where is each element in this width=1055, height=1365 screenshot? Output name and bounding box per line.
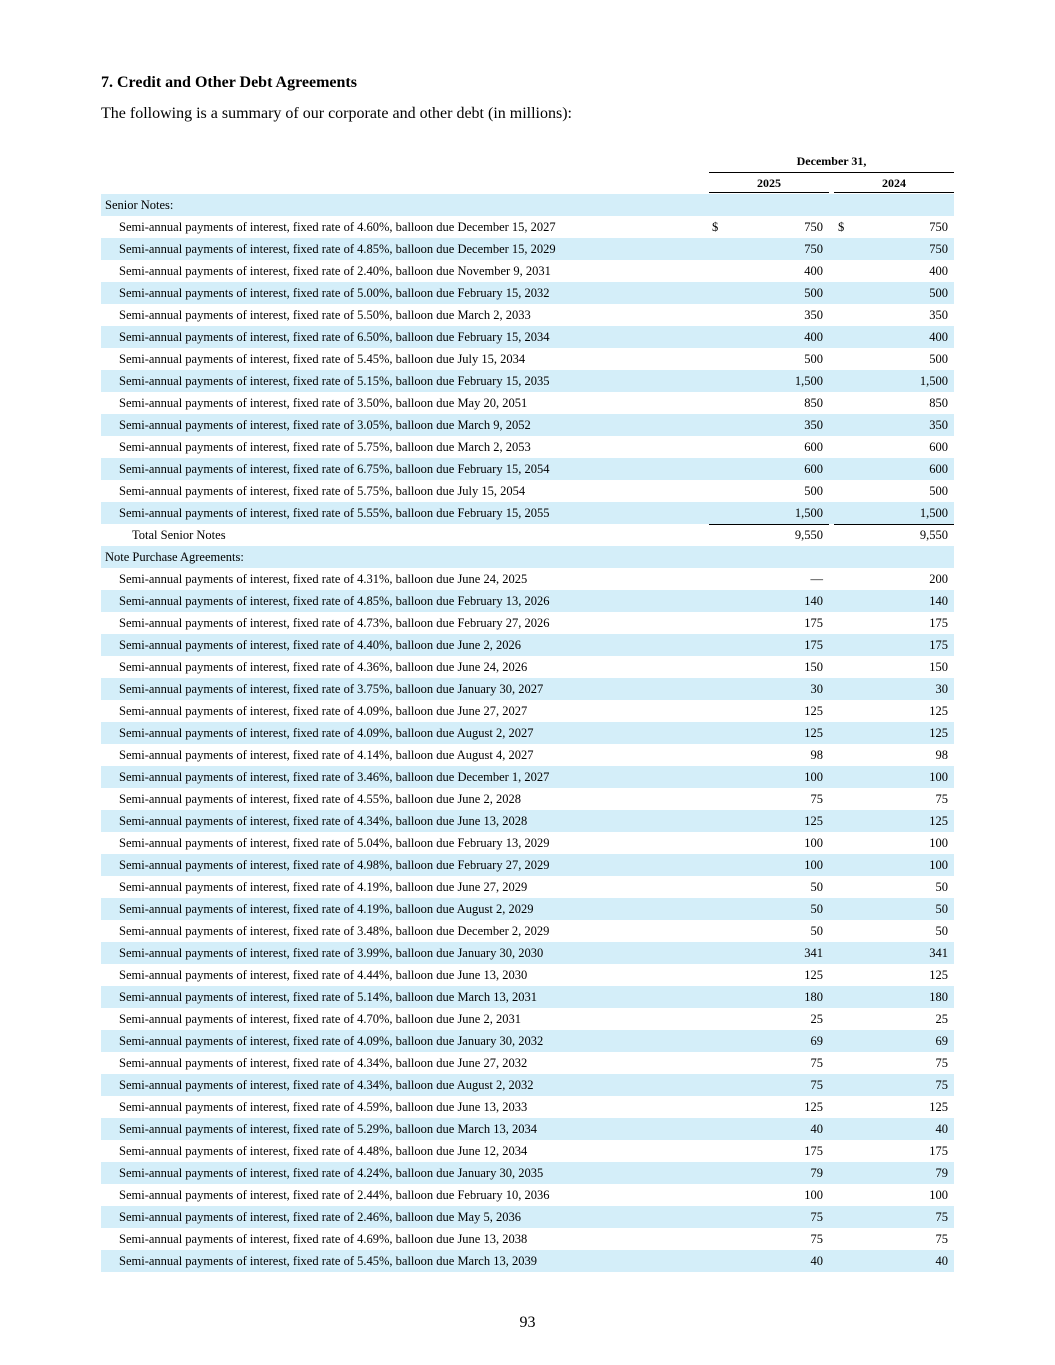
table-row — [101, 326, 954, 348]
period-header: December 31, — [796, 154, 867, 168]
row-label: Semi-annual payments of interest, fixed rate of 4.69%, balloon due June 13, 2038 — [119, 1232, 528, 1246]
value-2025: 500 — [804, 352, 823, 366]
row-label: Semi-annual payments of interest, fixed rate of 5.29%, balloon due March 13, 2034 — [119, 1122, 537, 1136]
table-row — [101, 282, 954, 304]
row-label: Semi-annual payments of interest, fixed rate of 4.40%, balloon due June 2, 2026 — [119, 638, 521, 652]
value-2024: 100 — [929, 1188, 948, 1202]
value-2025: 400 — [804, 330, 823, 344]
total-label: Total Senior Notes — [132, 528, 226, 542]
value-2025: 180 — [804, 990, 823, 1004]
value-2025: 50 — [810, 902, 823, 916]
value-2025: 75 — [810, 1232, 823, 1246]
value-2024: 180 — [929, 990, 948, 1004]
table-row — [101, 1206, 954, 1228]
value-2024: 125 — [929, 704, 948, 718]
value-2024: 150 — [929, 660, 948, 674]
period-header-rule — [709, 172, 954, 173]
value-2024: 75 — [935, 1232, 948, 1246]
value-2025: 25 — [810, 1012, 823, 1026]
table-row — [101, 1228, 954, 1250]
value-2024: 69 — [935, 1034, 948, 1048]
table-row — [101, 348, 954, 370]
value-2024: 50 — [935, 924, 948, 938]
table-row — [101, 436, 954, 458]
table-row — [101, 568, 954, 590]
table-row — [101, 414, 954, 436]
value-2025: 50 — [810, 924, 823, 938]
table-row — [101, 766, 954, 788]
value-2025: 500 — [804, 286, 823, 300]
value-2025: 600 — [804, 462, 823, 476]
table-row — [101, 1052, 954, 1074]
value-2025: 30 — [810, 682, 823, 696]
value-2025: 69 — [810, 1034, 823, 1048]
year-header-2025: 2025 — [757, 176, 781, 190]
value-2025: 100 — [804, 836, 823, 850]
section-label: Note Purchase Agreements: — [105, 550, 244, 564]
table-row — [101, 744, 954, 766]
table-row — [101, 458, 954, 480]
value-2024: 100 — [929, 770, 948, 784]
row-label: Semi-annual payments of interest, fixed rate of 4.34%, balloon due June 27, 2032 — [119, 1056, 528, 1070]
row-label: Semi-annual payments of interest, fixed rate of 5.45%, balloon due July 15, 2034 — [119, 352, 526, 366]
row-label: Semi-annual payments of interest, fixed rate of 4.73%, balloon due February 27, 2026 — [119, 616, 550, 630]
section-row — [101, 546, 954, 568]
value-2025: 350 — [804, 308, 823, 322]
table-row — [101, 1162, 954, 1184]
row-label: Semi-annual payments of interest, fixed rate of 4.24%, balloon due January 30, 2035 — [119, 1166, 544, 1180]
table-row — [101, 1118, 954, 1140]
row-label: Semi-annual payments of interest, fixed rate of 5.15%, balloon due February 15, 2035 — [119, 374, 550, 388]
value-2025: 1,500 — [794, 506, 823, 520]
row-label: Semi-annual payments of interest, fixed rate of 5.75%, balloon due July 15, 2054 — [119, 484, 526, 498]
value-2025: 175 — [804, 1144, 823, 1158]
value-2025: 40 — [810, 1254, 823, 1268]
section-heading: 7. Credit and Other Debt Agreements — [101, 74, 357, 91]
row-label: Semi-annual payments of interest, fixed rate of 2.40%, balloon due November 9, 2031 — [119, 264, 551, 278]
value-2025: 850 — [804, 396, 823, 410]
row-label: Semi-annual payments of interest, fixed rate of 5.75%, balloon due March 2, 2053 — [119, 440, 531, 454]
table-row — [101, 612, 954, 634]
value-2025: 50 — [810, 880, 823, 894]
value-2024: 750 — [929, 242, 948, 256]
table-row — [101, 216, 954, 238]
value-2024: 75 — [935, 792, 948, 806]
value-2025: 125 — [804, 704, 823, 718]
value-2024: 400 — [929, 264, 948, 278]
table-header — [101, 150, 954, 194]
table-row — [101, 898, 954, 920]
value-2024: 125 — [929, 814, 948, 828]
value-2024: 75 — [935, 1056, 948, 1070]
row-label: Semi-annual payments of interest, fixed rate of 4.48%, balloon due June 12, 2034 — [119, 1144, 528, 1158]
value-2025: 1,500 — [794, 374, 823, 388]
value-2024: 600 — [929, 440, 948, 454]
year-header-rule — [834, 192, 954, 193]
table-row — [101, 700, 954, 722]
value-2024: 1,500 — [919, 506, 948, 520]
row-label: Semi-annual payments of interest, fixed rate of 3.05%, balloon due March 9, 2052 — [119, 418, 531, 432]
value-2024: 98 — [935, 748, 948, 762]
table-row — [101, 502, 954, 524]
row-label: Semi-annual payments of interest, fixed rate of 4.55%, balloon due June 2, 2028 — [119, 792, 521, 806]
value-2025: — — [810, 572, 823, 586]
row-label: Semi-annual payments of interest, fixed rate of 3.46%, balloon due December 1, 2027 — [119, 770, 550, 784]
value-2024: 175 — [929, 616, 948, 630]
table-row — [101, 238, 954, 260]
value-2025: 150 — [804, 660, 823, 674]
value-2025: 125 — [804, 1100, 823, 1114]
value-2025: 100 — [804, 1188, 823, 1202]
row-label: Semi-annual payments of interest, fixed rate of 4.44%, balloon due June 13, 2030 — [119, 968, 528, 982]
row-label: Semi-annual payments of interest, fixed rate of 4.34%, balloon due August 2, 2032 — [119, 1078, 534, 1092]
value-2024: 350 — [929, 418, 948, 432]
value-2024: 125 — [929, 726, 948, 740]
table-row — [101, 1140, 954, 1162]
row-label: Semi-annual payments of interest, fixed rate of 4.19%, balloon due June 27, 2029 — [119, 880, 528, 894]
value-2024: 400 — [929, 330, 948, 344]
debt-table — [101, 150, 954, 1272]
row-label: Semi-annual payments of interest, fixed rate of 3.48%, balloon due December 2, 2029 — [119, 924, 550, 938]
year-header-rule — [709, 192, 829, 193]
value-2025: 350 — [804, 418, 823, 432]
table-row — [101, 832, 954, 854]
value-2024: 50 — [935, 902, 948, 916]
row-label: Semi-annual payments of interest, fixed rate of 4.09%, balloon due June 27, 2027 — [119, 704, 528, 718]
value-2024: 750 — [929, 220, 948, 234]
value-2024: 200 — [929, 572, 948, 586]
value-2024: 175 — [929, 1144, 948, 1158]
row-label: Semi-annual payments of interest, fixed rate of 2.44%, balloon due February 10, 2036 — [119, 1188, 550, 1202]
row-label: Semi-annual payments of interest, fixed rate of 6.75%, balloon due February 15, 2054 — [119, 462, 550, 476]
table-row — [101, 480, 954, 502]
value-2024: 600 — [929, 462, 948, 476]
currency-symbol: $ — [838, 220, 845, 234]
value-2024: 9,550 — [919, 528, 948, 542]
row-label: Semi-annual payments of interest, fixed rate of 4.70%, balloon due June 2, 2031 — [119, 1012, 521, 1026]
table-row — [101, 260, 954, 282]
value-2024: 50 — [935, 880, 948, 894]
row-label: Semi-annual payments of interest, fixed rate of 5.14%, balloon due March 13, 2031 — [119, 990, 537, 1004]
table-row — [101, 788, 954, 810]
row-label: Semi-annual payments of interest, fixed rate of 3.50%, balloon due May 20, 2051 — [119, 396, 528, 410]
value-2025: 75 — [810, 1210, 823, 1224]
value-2024: 30 — [935, 682, 948, 696]
value-2025: 175 — [804, 638, 823, 652]
value-2025: 75 — [810, 1056, 823, 1070]
value-2024: 79 — [935, 1166, 948, 1180]
table-row — [101, 656, 954, 678]
value-2024: 100 — [929, 858, 948, 872]
intro-paragraph: The following is a summary of our corporate and other debt (in millions): — [101, 105, 572, 122]
value-2024: 40 — [935, 1254, 948, 1268]
row-label: Semi-annual payments of interest, fixed rate of 5.55%, balloon due February 15, 2055 — [119, 506, 550, 520]
table-row — [101, 986, 954, 1008]
value-2025: 140 — [804, 594, 823, 608]
row-label: Semi-annual payments of interest, fixed rate of 6.50%, balloon due February 15, 2034 — [119, 330, 550, 344]
value-2025: 400 — [804, 264, 823, 278]
table-row — [101, 1096, 954, 1118]
value-2025: 125 — [804, 726, 823, 740]
table-row — [101, 1008, 954, 1030]
value-2025: 175 — [804, 616, 823, 630]
row-label: Semi-annual payments of interest, fixed rate of 4.85%, balloon due December 15, 2029 — [119, 242, 556, 256]
row-label: Semi-annual payments of interest, fixed rate of 3.99%, balloon due January 30, 2030 — [119, 946, 544, 960]
table-row — [101, 1184, 954, 1206]
table-row — [101, 1074, 954, 1096]
value-2024: 125 — [929, 1100, 948, 1114]
value-2025: 125 — [804, 968, 823, 982]
value-2024: 100 — [929, 836, 948, 850]
row-label: Semi-annual payments of interest, fixed rate of 4.36%, balloon due June 24, 2026 — [119, 660, 528, 674]
value-2024: 350 — [929, 308, 948, 322]
row-label: Semi-annual payments of interest, fixed rate of 4.85%, balloon due February 13, 2026 — [119, 594, 550, 608]
table-row — [101, 590, 954, 612]
row-label: Semi-annual payments of interest, fixed rate of 4.34%, balloon due June 13, 2028 — [119, 814, 528, 828]
value-2024: 500 — [929, 286, 948, 300]
row-label: Semi-annual payments of interest, fixed rate of 4.98%, balloon due February 27, 2029 — [119, 858, 550, 872]
value-2025: 98 — [810, 748, 823, 762]
value-2025: 500 — [804, 484, 823, 498]
page-number: 93 — [519, 1314, 536, 1331]
row-label: Semi-annual payments of interest, fixed rate of 4.14%, balloon due August 4, 2027 — [119, 748, 534, 762]
row-label: Semi-annual payments of interest, fixed rate of 2.46%, balloon due May 5, 2036 — [119, 1210, 521, 1224]
value-2025: 125 — [804, 814, 823, 828]
row-label: Semi-annual payments of interest, fixed rate of 3.75%, balloon due January 30, 2027 — [119, 682, 544, 696]
section-row — [101, 194, 954, 216]
row-label: Semi-annual payments of interest, fixed rate of 4.09%, balloon due August 2, 2027 — [119, 726, 534, 740]
value-2025: 75 — [810, 1078, 823, 1092]
table-row — [101, 920, 954, 942]
value-2024: 500 — [929, 484, 948, 498]
value-2025: 75 — [810, 792, 823, 806]
value-2025: 79 — [810, 1166, 823, 1180]
row-label: Semi-annual payments of interest, fixed rate of 4.31%, balloon due June 24, 2025 — [119, 572, 528, 586]
value-2025: 100 — [804, 770, 823, 784]
value-2024: 1,500 — [919, 374, 948, 388]
table-row — [101, 678, 954, 700]
value-2024: 125 — [929, 968, 948, 982]
value-2024: 500 — [929, 352, 948, 366]
row-label: Semi-annual payments of interest, fixed rate of 5.00%, balloon due February 15, 2032 — [119, 286, 550, 300]
value-2024: 75 — [935, 1210, 948, 1224]
table-row — [101, 810, 954, 832]
row-label: Semi-annual payments of interest, fixed rate of 5.04%, balloon due February 13, 2029 — [119, 836, 550, 850]
table-row — [101, 964, 954, 986]
value-2024: 25 — [935, 1012, 948, 1026]
value-2025: 9,550 — [794, 528, 823, 542]
table-row — [101, 722, 954, 744]
table-row — [101, 1030, 954, 1052]
row-label: Semi-annual payments of interest, fixed rate of 4.09%, balloon due January 30, 2032 — [119, 1034, 544, 1048]
currency-symbol: $ — [712, 220, 719, 234]
year-header-2024: 2024 — [882, 176, 906, 190]
value-2024: 40 — [935, 1122, 948, 1136]
table-row — [101, 304, 954, 326]
value-2025: 40 — [810, 1122, 823, 1136]
value-2025: 100 — [804, 858, 823, 872]
value-2024: 75 — [935, 1078, 948, 1092]
row-label: Semi-annual payments of interest, fixed rate of 4.19%, balloon due August 2, 2029 — [119, 902, 534, 916]
table-row — [101, 634, 954, 656]
row-label: Semi-annual payments of interest, fixed rate of 5.50%, balloon due March 2, 2033 — [119, 308, 531, 322]
value-2024: 175 — [929, 638, 948, 652]
table-row — [101, 1250, 954, 1272]
table-row — [101, 942, 954, 964]
table-row — [101, 392, 954, 414]
row-label: Semi-annual payments of interest, fixed rate of 4.59%, balloon due June 13, 2033 — [119, 1100, 528, 1114]
table-row — [101, 876, 954, 898]
row-label: Semi-annual payments of interest, fixed rate of 4.60%, balloon due December 15, 2027 — [119, 220, 556, 234]
value-2025: 600 — [804, 440, 823, 454]
section-label: Senior Notes: — [105, 198, 174, 212]
value-2025: 750 — [804, 242, 823, 256]
total-row — [101, 524, 954, 546]
value-2025: 341 — [804, 946, 823, 960]
row-label: Semi-annual payments of interest, fixed rate of 5.45%, balloon due March 13, 2039 — [119, 1254, 537, 1268]
value-2024: 140 — [929, 594, 948, 608]
table-row — [101, 370, 954, 392]
table-row — [101, 854, 954, 876]
value-2025: 750 — [804, 220, 823, 234]
table-body — [101, 194, 954, 1272]
value-2024: 341 — [929, 946, 948, 960]
value-2024: 850 — [929, 396, 948, 410]
